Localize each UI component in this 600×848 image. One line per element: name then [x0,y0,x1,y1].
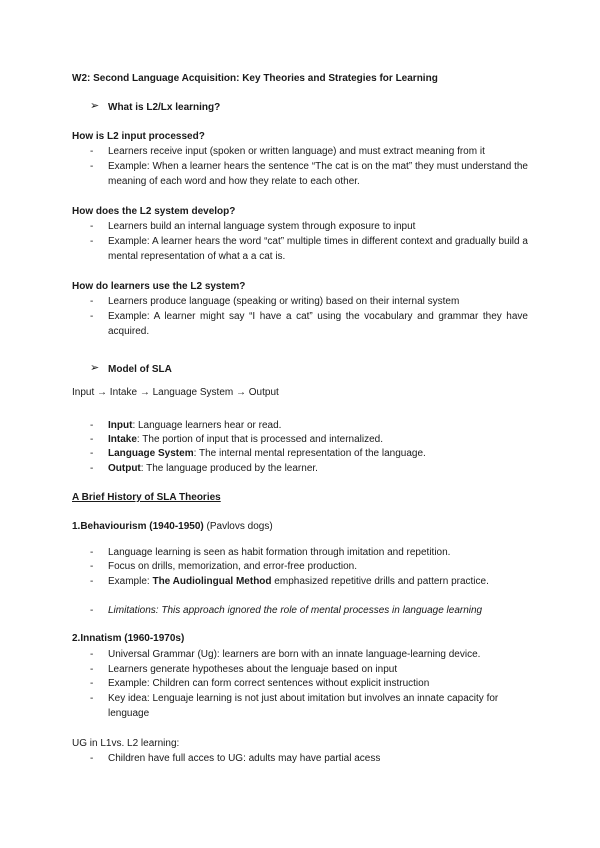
dash-marker: - [90,311,94,322]
list-item: Example: When a learner hears the sentence “The cat is on the mat” they must understand the meaning of each word and how they relate to each other. [108,161,528,187]
history-heading: A Brief History of SLA Theories [72,492,221,503]
list-item [108,447,426,460]
list-item: Language learning is seen as habit formation through imitation and repetition. [108,547,451,558]
list-item: Example: A learner might say “I have a cat” using the vocabulary and grammar they have acquired. [108,311,528,337]
arrow-bullet-icon: ➢ [90,362,100,374]
behaviourism-note: (Pavlovs dogs) [203,521,273,532]
question-heading-use: How do learners use the L2 system? [72,281,246,292]
list-item [108,462,318,475]
list-item: Universal Grammar (Ug): learners are born with an innate language-learning device. [108,649,481,660]
dash-marker: - [90,547,94,558]
list-item: Example: Children can form correct sentences without explicit instruction [108,678,430,689]
dash-marker: - [90,753,94,764]
dash-marker: - [90,146,94,157]
list-item: Example: A learner hears the word “cat” multiple times in different context and gradually build a mental representation of what a a cat is. [108,236,528,262]
dash-marker: - [90,420,94,431]
term-desc: : The language produced by the learner. [140,463,318,474]
dash-marker: - [90,161,94,172]
term: Intake [108,434,137,445]
dash-marker: - [90,434,94,445]
dash-marker: - [90,605,94,616]
term-desc: : The internal mental representation of the language. [193,448,426,459]
dash-marker: - [90,678,94,689]
list-item [108,433,383,446]
dash-marker: - [90,693,94,704]
limitation-note: Limitations: This approach ignored the role of mental processes in language learning [108,605,483,616]
list-item [108,575,528,590]
document-title: W2: Second Language Acquisition: Key Theories and Strategies for Learning [72,73,438,84]
ug-heading: UG in L1vs. L2 learning: [72,738,180,749]
list-item: Learners build an internal language system through exposure to input [108,221,416,232]
dash-marker: - [90,221,94,232]
term: Output [108,463,141,474]
list-item: Learners receive input (spoken or written language) and must extract meaning from it [108,146,485,157]
term-desc: : The portion of input that is processed and internalized. [136,434,383,445]
term: Language System [108,448,194,459]
dash-marker: - [90,463,94,474]
dash-marker: - [90,448,94,459]
example-term: The Audiolingual Method [152,576,272,587]
innatism-heading: 2.Innatism (1960-1970s) [72,633,185,644]
term-desc: : Language learners hear or read. [132,420,282,431]
list-item: Learners generate hypotheses about the lenguaje based on input [108,664,398,675]
list-item: Children have full acces to UG: adults may have partial acess [108,753,381,764]
list-item: Learners produce language (speaking or writing) based on their internal system [108,296,460,307]
section-heading-model: Model of SLA [108,364,172,375]
list-item: Focus on drills, memorization, and error-free production. [108,561,357,572]
arrow-bullet-icon: ➢ [90,100,100,112]
dash-marker: - [90,236,94,247]
dash-marker: - [90,561,94,572]
question-heading-system: How does the L2 system develop? [72,206,236,217]
dash-marker: - [90,576,94,587]
behaviourism-heading: 1.Behaviourism (1940-1950) [72,521,204,532]
section-heading-l2-learning: What is L2/Lx learning? [108,102,221,113]
term: Input [108,420,133,431]
dash-marker: - [90,664,94,675]
dash-marker: - [90,649,94,660]
list-item: Key idea: Lenguaje learning is not just about imitation but involves an innate capacity for lenguage [108,693,499,719]
question-heading-input: How is L2 input processed? [72,131,205,142]
behaviourism-heading-line [72,520,273,533]
example-suffix: emphasized repetitive drills and pattern practice. [271,576,489,587]
dash-marker: - [90,296,94,307]
example-prefix: Example: [108,576,153,587]
list-item [108,419,281,432]
sla-flow: Input → Intake → Language System → Output [72,387,279,398]
